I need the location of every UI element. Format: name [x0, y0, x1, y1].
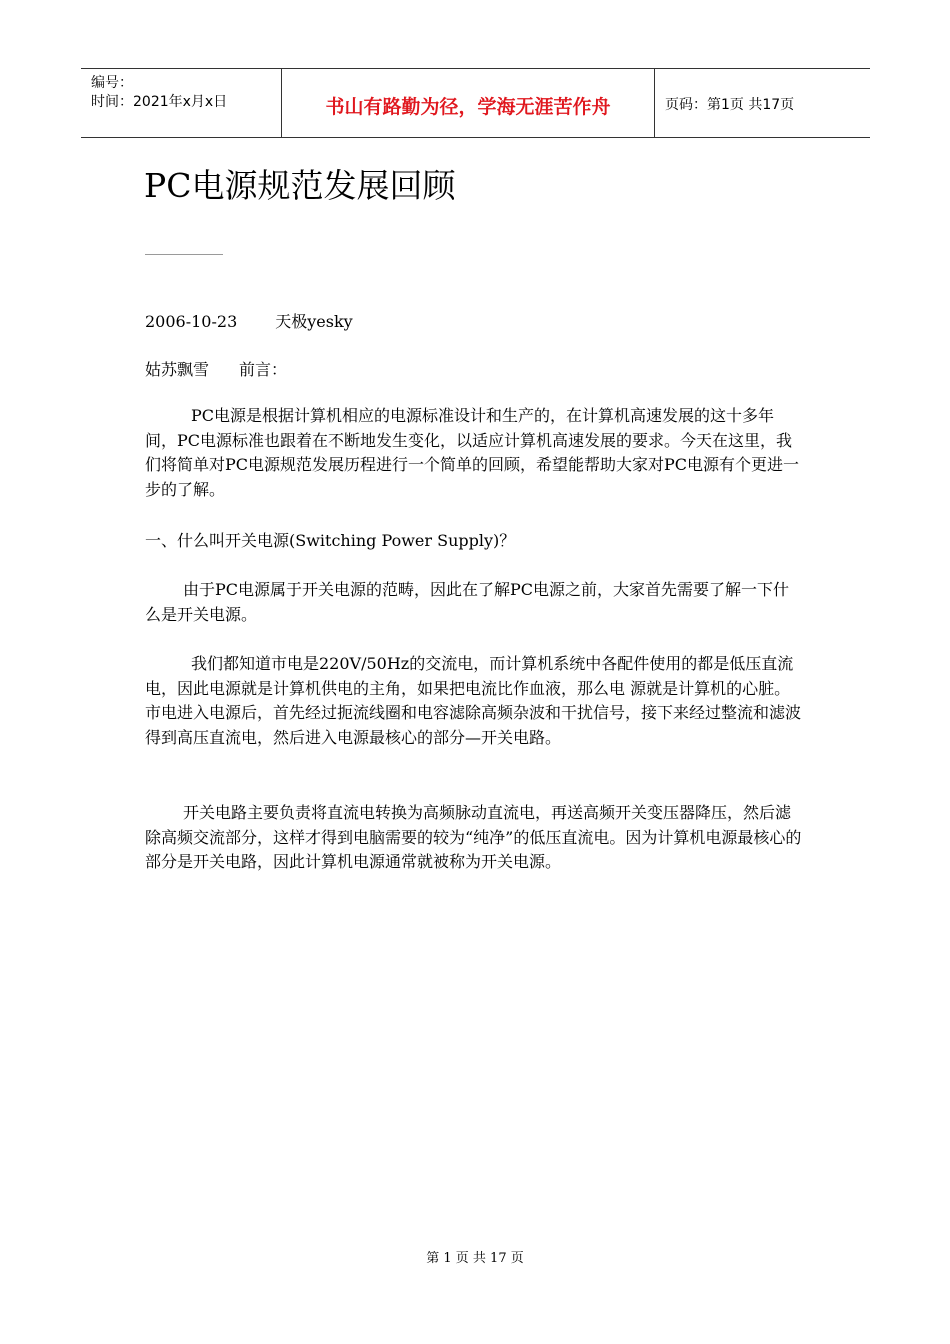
section-heading: 一、什么叫开关电源(Switching Power Supply)？	[145, 531, 516, 550]
paragraph-intro: PC电源是根据计算机相应的电源标准设计和生产的，在计算机高速发展的这十多年间，PC电源标准也跟着在不断地发生变化，以适应计算机高速发展的要求。今天在这里，我们将简单对PC电源规范发展历程进行一个简单的回顾，希望能帮助大家对PC电源有个更进一步的了解。	[145, 406, 800, 499]
paragraph-3: 我们都知道市电是220V/50Hz的交流电，而计算机系统中各配件使用的都是低压直流电，因此电源就是计算机供电的主角，如果把电流比作血液，那么电 源就是计算机的心脏。 市电进入电源后，首先经过扼流线圈和电容滤除高频杂波和干扰信号，接下来经过整流和滤波得到高压直流电，然后进入电源最核心的部分—开关电路。	[145, 654, 802, 747]
page-info: 页码：第1页 共17页	[665, 97, 795, 113]
number-label: 编号：	[91, 75, 133, 91]
preface-label: 前言：	[239, 360, 288, 379]
page-footer: 第 1 页 共 17 页	[426, 1251, 524, 1266]
page-title: PC电源规范发展回顾	[144, 166, 456, 205]
motto: 书山有路勤为径，学海无涯苦作舟	[325, 96, 611, 118]
header-meta-cell	[81, 69, 282, 137]
header-motto-cell	[282, 69, 655, 137]
header-page-cell	[655, 69, 870, 137]
header-table	[81, 68, 870, 138]
article-source: 天极yesky	[275, 312, 353, 331]
paragraph-2: 由于PC电源属于开关电源的范畴，因此在了解PC电源之前，大家首先需要了解一下什么是开关电源。	[145, 580, 790, 624]
article-author: 姑苏飘雪	[145, 360, 210, 379]
time-label: 时间：2021年x月x日	[91, 94, 228, 110]
article-date: 2006-10-23	[145, 312, 238, 331]
title-divider	[145, 254, 223, 255]
paragraph-4: 开关电路主要负责将直流电转换为高频脉动直流电，再送高频开关变压器降压，然后滤除高频交流部分，这样才得到电脑需要的较为“纯净”的低压直流电。因为计算机电源最核心的部分是开关电路，因此计算机电源通常就被称为开关电源。	[145, 803, 802, 871]
date-source-line	[145, 309, 353, 332]
author-line	[145, 357, 287, 380]
